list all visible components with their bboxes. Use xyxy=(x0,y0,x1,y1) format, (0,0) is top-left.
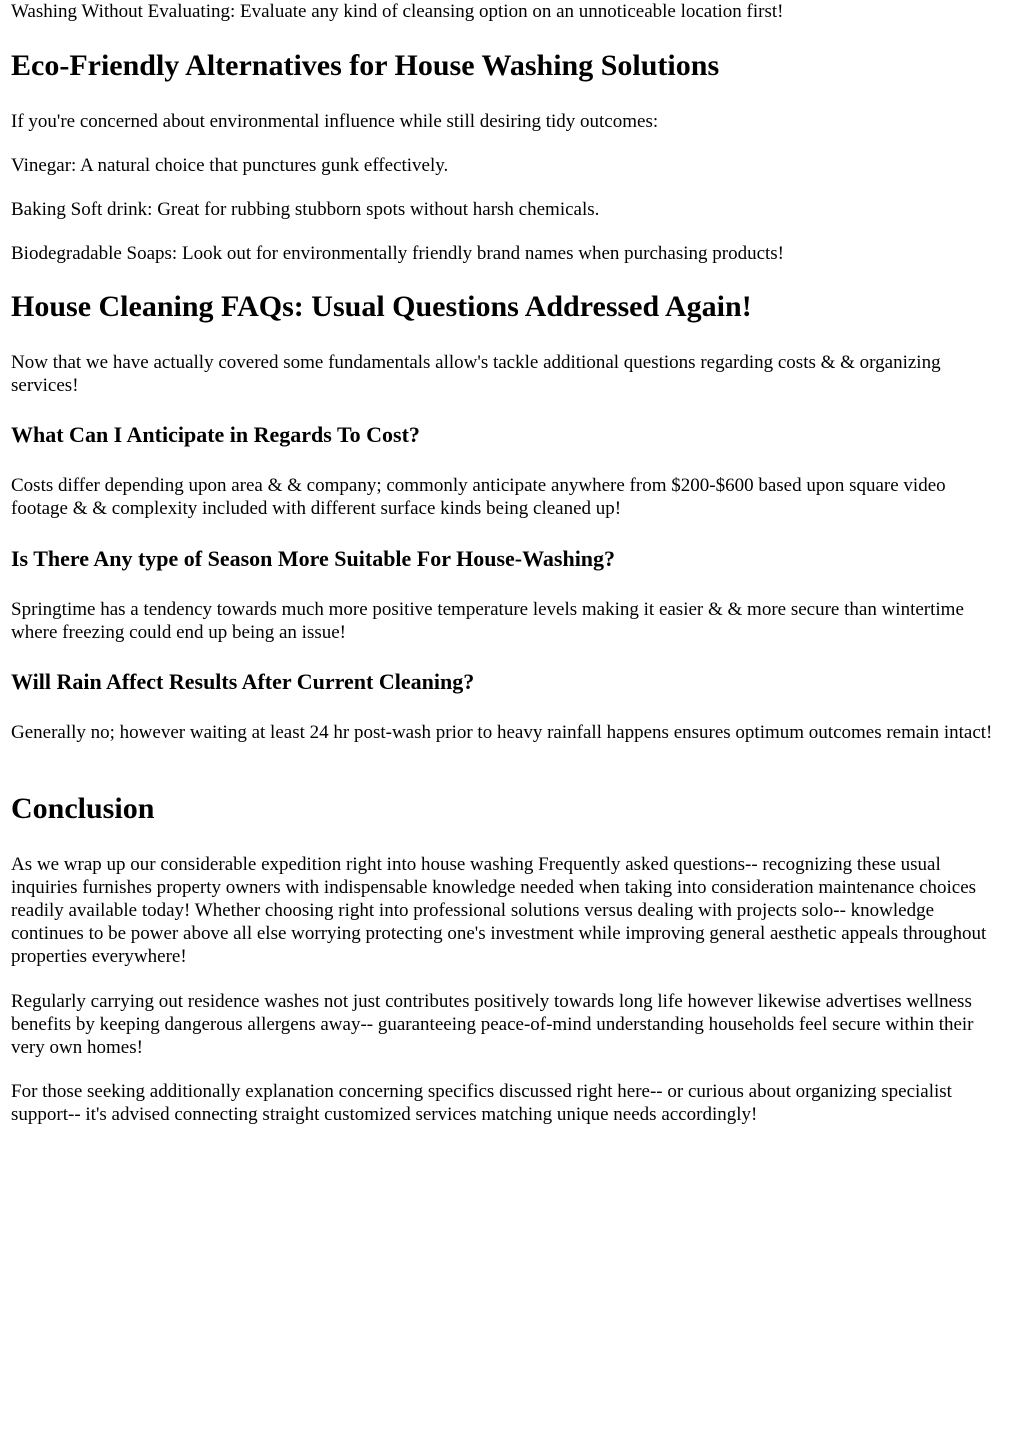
faq-question-season: Is There Any type of Season More Suitable For House-Washing? xyxy=(11,546,616,571)
faq-question-rain: Will Rain Affect Results After Current Cleaning? xyxy=(11,669,475,694)
faq-section-intro: Now that we have actually covered some fundamentals allow's tackle additional questions regarding costs & & organizing services! xyxy=(11,352,941,396)
eco-item-baking-soda: Baking Soft drink: Great for rubbing stubborn spots without harsh chemicals. xyxy=(11,199,600,220)
eco-item-vinegar: Vinegar: A natural choice that punctures gunk effectively. xyxy=(11,155,449,176)
conclusion-paragraph-2: Regularly carrying out residence washes not just contributes positively towards long life however likewise advertises wellness benefits by keeping dangerous allergens away-- guaranteeing peace-of-mind understanding households feel secure within their very own homes! xyxy=(11,991,974,1058)
conclusion-paragraph-3: For those seeking additionally explanation concerning specifics discussed right here-- or curious about organizing specialist support-- it's advised connecting straight customized services matching unique needs accordingly! xyxy=(11,1081,952,1125)
eco-item-biodegradable-soaps: Biodegradable Soaps: Look out for environmentally friendly brand names when purchasing products! xyxy=(11,243,784,264)
faq-question-cost: What Can I Anticipate in Regards To Cost? xyxy=(11,422,420,447)
conclusion-paragraph-1: As we wrap up our considerable expedition right into house washing Frequently asked questions-- recognizing these usual inquiries furnishes property owners with indispensable knowledge needed when taking into consideration maintenance choices readily available today! Whether choosing right into professional solutions versus dealing with projects solo-- knowledge continues to be power above all else worrying protecting one's investment while improving general aesthetic appeals throughout properties everywhere! xyxy=(11,854,987,967)
faq-answer-season: Springtime has a tendency towards much more positive temperature levels making it easier & & more secure than wintertime where freezing could end up being an issue! xyxy=(11,599,964,643)
faq-answer-cost: Costs differ depending upon area & & company; commonly anticipate anywhere from $200-$600 based upon square video footage & & complexity included with different surface kinds being cleaned up! xyxy=(11,475,946,519)
intro-line: Washing Without Evaluating: Evaluate any kind of cleansing option on an unnoticeable location first! xyxy=(11,1,784,22)
eco-section-intro: If you're concerned about environmental influence while still desiring tidy outcomes: xyxy=(11,111,659,132)
eco-section-heading: Eco-Friendly Alternatives for House Washing Solutions xyxy=(11,49,720,82)
conclusion-heading: Conclusion xyxy=(11,792,155,825)
faq-section-heading: House Cleaning FAQs: Usual Questions Addressed Again! xyxy=(11,290,752,323)
faq-answer-rain: Generally no; however waiting at least 24 hr post-wash prior to heavy rainfall happens ensures optimum outcomes remain intact! xyxy=(11,722,993,743)
